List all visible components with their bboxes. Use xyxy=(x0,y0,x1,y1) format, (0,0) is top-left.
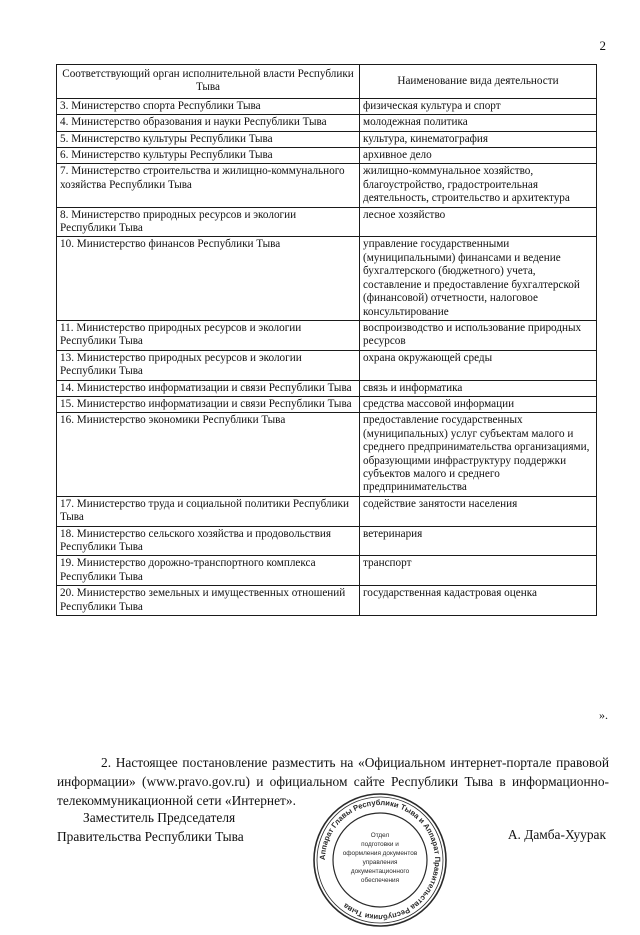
cell-activity: предоставление государственных (муниципальных) услуг субъектам малого и среднего предпринимательства организациями, образующими инфраструктуру поддержки субъектов малого и среднего предпринимательства xyxy=(360,413,597,496)
signature-position xyxy=(57,808,244,846)
official-stamp xyxy=(310,790,450,930)
table-row xyxy=(57,413,597,496)
table-row xyxy=(57,526,597,556)
table-row xyxy=(57,98,597,114)
cell-authority: 16. Министерство экономики Республики Тыва xyxy=(57,413,360,496)
cell-activity: физическая культура и спорт xyxy=(360,98,597,114)
table-row xyxy=(57,164,597,207)
cell-authority: 19. Министерство дорожно-транспортного комплекса Республики Тыва xyxy=(57,556,360,586)
stamp-ring-text: Аппарат Главы Республики Тыва и Аппарат Правительства Республики Тыва xyxy=(317,797,443,923)
table-body xyxy=(57,98,597,615)
table-row xyxy=(57,586,597,616)
signature-position-line2: Правительства Республики Тыва xyxy=(57,829,244,844)
cell-authority: 7. Министерство строительства и жилищно-коммунального хозяйства Республики Тыва xyxy=(57,164,360,207)
signature-position-line1: Заместитель Председателя xyxy=(83,810,236,825)
stamp-graphic xyxy=(310,790,450,930)
cell-authority: 15. Министерство информатизации и связи Республики Тыва xyxy=(57,396,360,412)
cell-authority: 13. Министерство природных ресурсов и экологии Республики Тыва xyxy=(57,350,360,380)
cell-activity: государственная кадастровая оценка xyxy=(360,586,597,616)
cell-activity: транспорт xyxy=(360,556,597,586)
table-row xyxy=(57,380,597,396)
cell-authority: 4. Министерство образования и науки Республики Тыва xyxy=(57,115,360,131)
stamp-line-6: обеспечения xyxy=(360,877,400,884)
cell-activity: управление государственными (муниципальными) финансами и ведение бухгалтерского (бюджетного) учета, составление и предоставление бухгалтерской (финансовой) отчетности, налоговое консультирование xyxy=(360,237,597,320)
cell-authority: 18. Министерство сельского хозяйства и продовольствия Республики Тыва xyxy=(57,526,360,556)
header-authority: Соответствующий орган исполнительной власти Республики Тыва xyxy=(57,65,360,99)
stamp-line-5: документационного xyxy=(350,868,410,875)
cell-activity: содействие занятости населения xyxy=(360,496,597,526)
header-activity: Наименование вида деятельности xyxy=(360,65,597,99)
table-row xyxy=(57,496,597,526)
stamp-line-4: управления xyxy=(362,859,398,866)
table-row xyxy=(57,556,597,586)
table-row xyxy=(57,115,597,131)
cell-activity: культура, кинематография xyxy=(360,131,597,147)
page-number: 2 xyxy=(599,38,606,53)
table-row xyxy=(57,237,597,320)
cell-authority: 6. Министерство культуры Республики Тыва xyxy=(57,148,360,164)
cell-activity: жилищно-коммунальное хозяйство, благоустройство, градостроительная деятельность, строительство и архитектура xyxy=(360,164,597,207)
activities-table xyxy=(56,64,597,616)
cell-authority: 10. Министерство финансов Республики Тыва xyxy=(57,237,360,320)
cell-activity: лесное хозяйство xyxy=(360,207,597,237)
cell-activity: молодежная политика xyxy=(360,115,597,131)
table-row xyxy=(57,131,597,147)
cell-activity: воспроизводство и использование природных ресурсов xyxy=(360,320,597,350)
closing-quote: ». xyxy=(599,708,608,722)
cell-authority: 5. Министерство культуры Республики Тыва xyxy=(57,131,360,147)
stamp-line-3: оформления документов xyxy=(342,850,418,857)
paragraph-2: 2. Настоящее постановление разместить на «Официальном интернет-портале правовой информации» (www.pravo.gov.ru) и официальном сайте Республики Тыва в информационно-телекоммуникационной сети «Интернет». xyxy=(57,755,609,809)
stamp-line-2: подготовки и xyxy=(361,841,399,848)
stamp-line-1: Отдел xyxy=(370,832,390,839)
table-row xyxy=(57,320,597,350)
table-header-row xyxy=(57,65,597,99)
table-row xyxy=(57,396,597,412)
cell-authority: 3. Министерство спорта Республики Тыва xyxy=(57,98,360,114)
cell-activity: связь и информатика xyxy=(360,380,597,396)
table-row xyxy=(57,207,597,237)
table-row xyxy=(57,350,597,380)
cell-authority: 8. Министерство природных ресурсов и экологии Республики Тыва xyxy=(57,207,360,237)
cell-authority: 17. Министерство труда и социальной политики Республики Тыва xyxy=(57,496,360,526)
cell-authority: 20. Министерство земельных и имущественных отношений Республики Тыва xyxy=(57,586,360,616)
cell-activity: архивное дело xyxy=(360,148,597,164)
cell-authority: 11. Министерство природных ресурсов и экологии Республики Тыва xyxy=(57,320,360,350)
cell-authority: 14. Министерство информатизации и связи Республики Тыва xyxy=(57,380,360,396)
cell-activity: средства массовой информации xyxy=(360,396,597,412)
table-row xyxy=(57,148,597,164)
signature-name: А. Дамба-Хуурак xyxy=(507,827,606,842)
cell-activity: охрана окружающей среды xyxy=(360,350,597,380)
cell-activity: ветеринария xyxy=(360,526,597,556)
